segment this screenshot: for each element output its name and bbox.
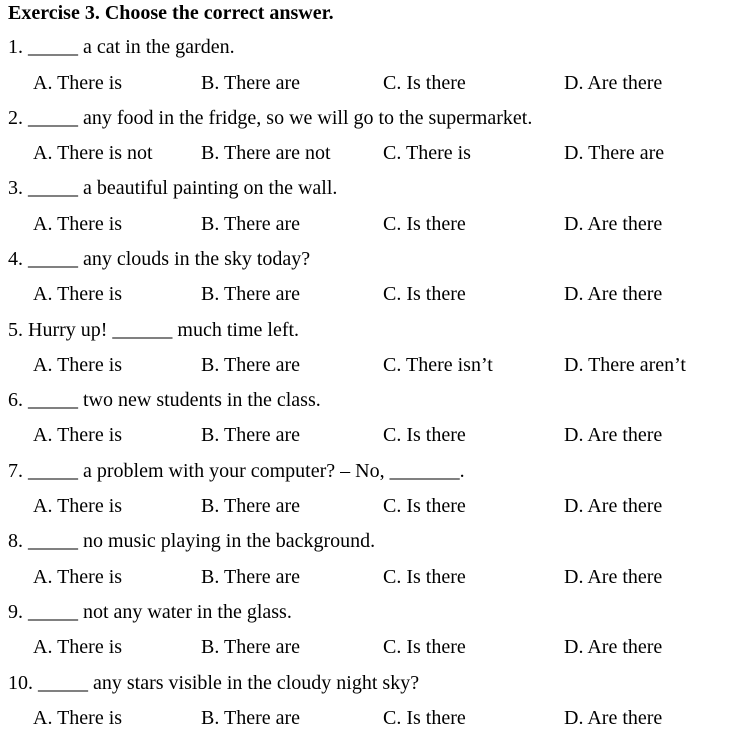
question-5-option-b[interactable]: B. There are: [201, 354, 301, 376]
question-9-stem: 9. _____ not any water in the glass.: [8, 601, 292, 623]
question-5-option-a[interactable]: A. There is: [33, 354, 123, 376]
question-8-stem: 8. _____ no music playing in the background.: [8, 530, 376, 552]
question-7-option-d[interactable]: D. Are there: [564, 495, 663, 517]
question-6-option-d[interactable]: D. Are there: [564, 424, 663, 446]
question-4-option-c[interactable]: C. Is there: [383, 283, 466, 305]
question-5-stem: 5. Hurry up! ______ much time left.: [8, 319, 300, 341]
question-4-options: [0, 284, 731, 308]
question-10-option-d[interactable]: D. Are there: [564, 707, 663, 729]
question-10-option-a[interactable]: A. There is: [33, 707, 123, 729]
question-3-option-c[interactable]: C. Is there: [383, 213, 466, 235]
exercise-title: Exercise 3. Choose the correct answer.: [8, 2, 334, 24]
question-4-option-d[interactable]: D. Are there: [564, 283, 663, 305]
question-2-option-a[interactable]: A. There is not: [33, 142, 153, 164]
question-1-option-b[interactable]: B. There are: [201, 72, 301, 94]
question-6-option-a[interactable]: A. There is: [33, 424, 123, 446]
question-8-options: [0, 567, 731, 591]
question-3-option-d[interactable]: D. Are there: [564, 213, 663, 235]
question-6-option-b[interactable]: B. There are: [201, 424, 301, 446]
question-7-options: [0, 496, 731, 520]
question-9-option-d[interactable]: D. Are there: [564, 636, 663, 658]
question-5-option-c[interactable]: C. There isn’t: [383, 354, 493, 376]
question-8-option-a[interactable]: A. There is: [33, 566, 123, 588]
question-9-option-a[interactable]: A. There is: [33, 636, 123, 658]
question-7-option-b[interactable]: B. There are: [201, 495, 301, 517]
question-2-option-d[interactable]: D. There are: [564, 142, 665, 164]
question-6-options: [0, 425, 731, 449]
question-3-option-b[interactable]: B. There are: [201, 213, 301, 235]
question-1-stem: 1. _____ a cat in the garden.: [8, 36, 235, 58]
question-10-options: [0, 708, 731, 732]
question-3-stem: 3. _____ a beautiful painting on the wall.: [8, 177, 338, 199]
question-7-option-c[interactable]: C. Is there: [383, 495, 466, 517]
question-2-option-b[interactable]: B. There are not: [201, 142, 331, 164]
question-8-option-d[interactable]: D. Are there: [564, 566, 663, 588]
question-6-option-c[interactable]: C. Is there: [383, 424, 466, 446]
question-10-option-b[interactable]: B. There are: [201, 707, 301, 729]
question-8-option-c[interactable]: C. Is there: [383, 566, 466, 588]
question-4-option-b[interactable]: B. There are: [201, 283, 301, 305]
question-4-option-a[interactable]: A. There is: [33, 283, 123, 305]
question-9-option-b[interactable]: B. There are: [201, 636, 301, 658]
question-3-option-a[interactable]: A. There is: [33, 213, 123, 235]
question-1-option-a[interactable]: A. There is: [33, 72, 123, 94]
question-1-option-c[interactable]: C. Is there: [383, 72, 466, 94]
question-3-options: [0, 214, 731, 238]
question-9-option-c[interactable]: C. Is there: [383, 636, 466, 658]
question-6-stem: 6. _____ two new students in the class.: [8, 389, 321, 411]
question-7-stem: 7. _____ a problem with your computer? – No, _______.: [8, 460, 465, 482]
question-1-option-d[interactable]: D. Are there: [564, 72, 663, 94]
question-5-option-d[interactable]: D. There aren’t: [564, 354, 686, 376]
question-5-options: [0, 355, 731, 379]
question-4-stem: 4. _____ any clouds in the sky today?: [8, 248, 311, 270]
question-10-option-c[interactable]: C. Is there: [383, 707, 466, 729]
question-8-option-b[interactable]: B. There are: [201, 566, 301, 588]
question-7-option-a[interactable]: A. There is: [33, 495, 123, 517]
question-2-stem: 2. _____ any food in the fridge, so we will go to the supermarket.: [8, 107, 533, 129]
question-9-options: [0, 637, 731, 661]
question-2-option-c[interactable]: C. There is: [383, 142, 471, 164]
question-1-options: [0, 73, 731, 97]
question-10-stem: 10. _____ any stars visible in the cloudy night sky?: [8, 672, 420, 694]
question-2-options: [0, 143, 731, 167]
